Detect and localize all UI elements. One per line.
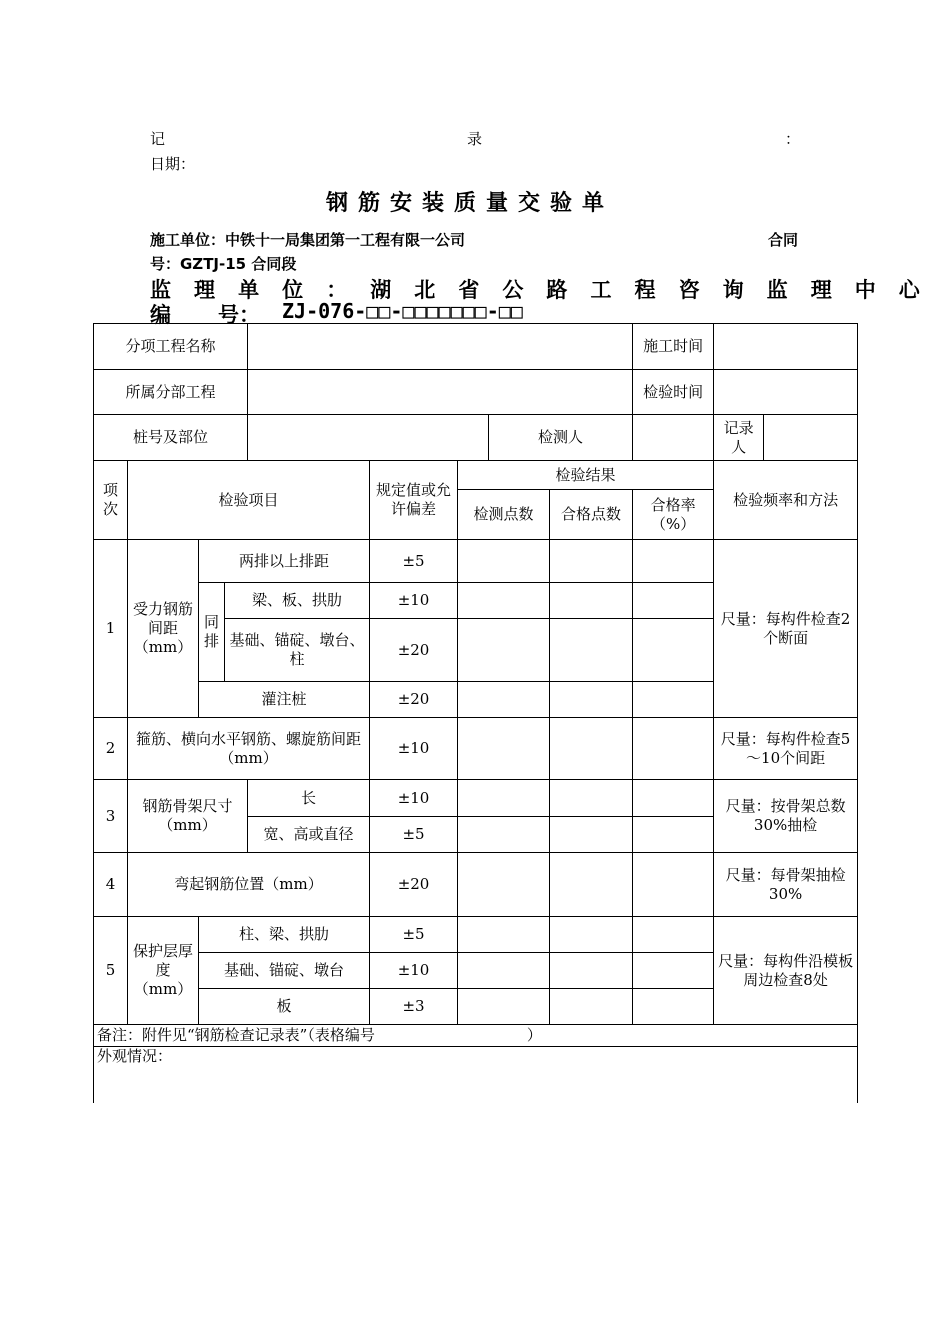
item-3b-tolerance: ±5: [370, 817, 458, 853]
item-4-no: 4: [94, 853, 128, 917]
col-check-item: 检验项目: [128, 461, 370, 540]
item-1b-label: 梁、板、拱肋: [225, 583, 370, 619]
item-1a-label: 两排以上排距: [199, 540, 370, 583]
item-3-method: 尺量：按骨架总数30%抽检: [714, 780, 858, 853]
result-cell[interactable]: [633, 853, 714, 917]
result-cell[interactable]: [458, 619, 550, 682]
remark-text: 备注：附件见“钢筋检查记录表”（表格编号: [97, 1026, 375, 1044]
result-cell[interactable]: [550, 953, 633, 989]
item-3-no: 3: [94, 780, 128, 853]
result-cell[interactable]: [550, 853, 633, 917]
appearance-field[interactable]: [94, 1047, 858, 1103]
contract-label: 合同: [768, 231, 799, 249]
col-result: 检验结果: [458, 461, 714, 490]
result-cell[interactable]: [458, 780, 550, 817]
col-tolerance: 规定值或允许偏差: [370, 461, 458, 540]
result-cell[interactable]: [550, 817, 633, 853]
item-2-no: 2: [94, 718, 128, 780]
item-1-name: 受力钢筋间距（mm）: [128, 540, 199, 718]
result-cell[interactable]: [550, 917, 633, 953]
item-3a-label: 长: [248, 780, 370, 817]
item-5b-tolerance: ±10: [370, 953, 458, 989]
page-title: 钢筋安装质量交验单: [326, 191, 615, 216]
item-1-no: 1: [94, 540, 128, 718]
item-2-method: 尺量：每构件检查5～10个间距: [714, 718, 858, 780]
result-cell[interactable]: [633, 817, 714, 853]
serial-label: 编: [150, 303, 171, 327]
item-1c-tolerance: ±20: [370, 619, 458, 682]
result-cell[interactable]: [550, 682, 633, 718]
construction-time-label: 施工时间: [633, 324, 714, 370]
division-field[interactable]: [248, 370, 633, 415]
sub-item-name-field[interactable]: [248, 324, 633, 370]
pile-location-field[interactable]: [248, 415, 489, 461]
col-rate: 合格率（%）: [633, 490, 714, 540]
col-item-no: 项次: [94, 461, 128, 540]
col-qualified: 合格点数: [550, 490, 633, 540]
result-cell[interactable]: [550, 540, 633, 583]
item-1c-label: 基础、锚碇、墩台、柱: [225, 619, 370, 682]
inspection-table: [93, 323, 858, 1103]
result-cell[interactable]: [633, 540, 714, 583]
item-1-method: 尺量：每构件检查2个断面: [714, 540, 858, 718]
pile-location-label: 桩号及部位: [94, 415, 248, 461]
remark-row: [94, 1025, 858, 1047]
item-3b-label: 宽、高或直径: [248, 817, 370, 853]
item-5b-label: 基础、锚碇、墩台: [199, 953, 370, 989]
record-colon: ：: [785, 130, 801, 148]
serial-label-2: 号：: [218, 303, 260, 327]
result-cell[interactable]: [458, 718, 550, 780]
recorder-field[interactable]: [764, 415, 858, 461]
item-4-label: 弯起钢筋位置（mm）: [128, 853, 370, 917]
inspector-label: 检测人: [489, 415, 633, 461]
result-cell[interactable]: [550, 583, 633, 619]
item-2-label: 箍筋、横向水平钢筋、螺旋筋间距（mm）: [128, 718, 370, 780]
result-cell[interactable]: [458, 989, 550, 1025]
item-4-method: 尺量：每骨架抽检30%: [714, 853, 858, 917]
result-cell[interactable]: [633, 917, 714, 953]
construction-time-field[interactable]: [714, 324, 858, 370]
result-cell[interactable]: [633, 953, 714, 989]
item-5c-tolerance: ±3: [370, 989, 458, 1025]
result-cell[interactable]: [633, 989, 714, 1025]
result-cell[interactable]: [633, 682, 714, 718]
construction-unit: 施工单位：中铁十一局集团第一工程有限一公司: [150, 231, 466, 249]
inspection-time-label: 检验时间: [633, 370, 714, 415]
result-cell[interactable]: [550, 619, 633, 682]
item-1d-tolerance: ±20: [370, 682, 458, 718]
item-4-tolerance: ±20: [370, 853, 458, 917]
result-cell[interactable]: [633, 780, 714, 817]
record-label: 记: [150, 130, 166, 148]
result-cell[interactable]: [458, 540, 550, 583]
result-cell[interactable]: [458, 682, 550, 718]
date-label: 日期：: [150, 155, 196, 173]
result-cell[interactable]: [458, 917, 550, 953]
result-cell[interactable]: [633, 619, 714, 682]
item-5a-tolerance: ±5: [370, 917, 458, 953]
result-cell[interactable]: [633, 583, 714, 619]
item-3a-tolerance: ±10: [370, 780, 458, 817]
record-label-2: 录: [467, 130, 483, 148]
col-method: 检验频率和方法: [714, 461, 858, 540]
sub-item-name-label: 分项工程名称: [94, 324, 248, 370]
contract-number: 号：GZTJ-15 合同段: [150, 255, 297, 273]
result-cell[interactable]: [458, 953, 550, 989]
item-5c-label: 板: [199, 989, 370, 1025]
result-cell[interactable]: [458, 583, 550, 619]
item-1-same-row: 同排: [199, 583, 225, 682]
recorder-label: 记录人: [714, 415, 764, 461]
serial-value: ZJ-076-□□-□□□□□□□-□□: [282, 299, 523, 323]
inspector-field[interactable]: [633, 415, 714, 461]
item-2-tolerance: ±10: [370, 718, 458, 780]
item-5-method: 尺量：每构件沿模板周边检查8处: [714, 917, 858, 1025]
result-cell[interactable]: [550, 989, 633, 1025]
item-1b-tolerance: ±10: [370, 583, 458, 619]
division-label: 所属分部工程: [94, 370, 248, 415]
item-5-name: 保护层厚度（mm）: [128, 917, 199, 1025]
supervision-unit: 监 理 单 位 ： 湖 北 省 公 路 工 程 咨 询 监 理 中 心: [150, 278, 920, 302]
item-3-name: 钢筋骨架尺寸（mm）: [128, 780, 248, 853]
item-5a-label: 柱、梁、拱肋: [199, 917, 370, 953]
result-cell[interactable]: [550, 780, 633, 817]
item-1a-tolerance: ±5: [370, 540, 458, 583]
item-5-no: 5: [94, 917, 128, 1025]
item-1d-label: 灌注桩: [199, 682, 370, 718]
result-cell[interactable]: [633, 718, 714, 780]
appearance-label: 外观情况：: [97, 1047, 173, 1065]
result-cell[interactable]: [458, 817, 550, 853]
result-cell[interactable]: [458, 853, 550, 917]
inspection-time-field[interactable]: [714, 370, 858, 415]
col-points: 检测点数: [458, 490, 550, 540]
remark-close: ）: [526, 1026, 542, 1044]
result-cell[interactable]: [550, 718, 633, 780]
